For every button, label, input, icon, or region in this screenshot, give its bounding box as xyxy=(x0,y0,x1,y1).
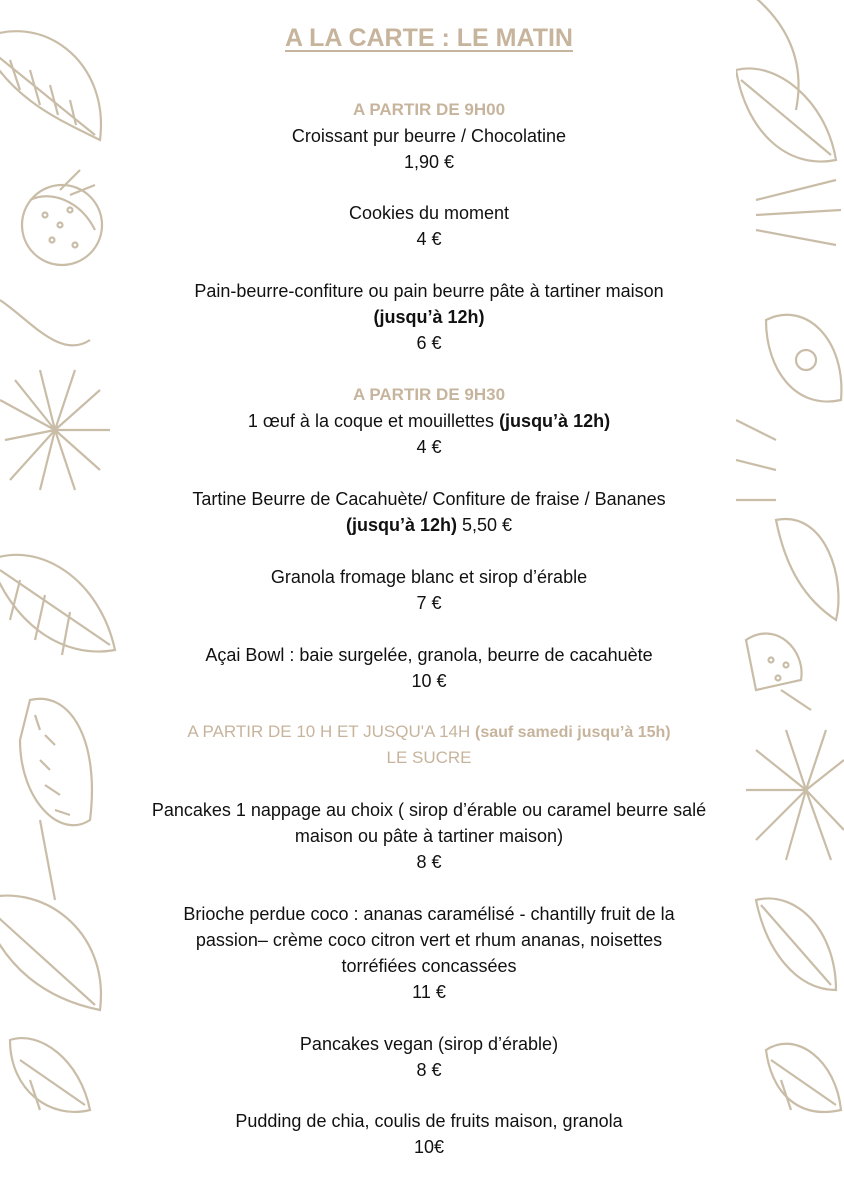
item-acai-price: 10 € xyxy=(411,671,447,691)
item-acai-name: Açai Bowl : baie surgelée, granola, beurre de cacahuète xyxy=(205,645,653,665)
section-heading-sucre: LE SUCRE xyxy=(386,748,472,767)
item-tartine-note: (jusqu’à 12h) xyxy=(345,515,457,535)
item-brioche-line2: passion– crème coco citron vert et rhum ananas, noisettes xyxy=(195,930,663,950)
item-pancakes-line2: maison ou pâte à tartiner maison) xyxy=(294,826,564,846)
item-tartine-price: 5,50 € xyxy=(456,515,513,535)
section-heading-9h30: A PARTIR DE 9H30 xyxy=(352,385,506,404)
item-vegan-price: 8 € xyxy=(416,1060,442,1080)
section-heading-10h xyxy=(122,719,736,746)
section-10h-label: A PARTIR DE 10 H ET JUSQU'A 14H xyxy=(187,722,475,741)
item-tartine-detail xyxy=(122,512,736,538)
item-brioche-line1: Brioche perdue coco : ananas caramélisé - chantilly fruit de la xyxy=(183,904,675,924)
item-pancakes-price: 8 € xyxy=(416,852,442,872)
item-brioche-price: 11 € xyxy=(412,982,446,1002)
item-chia-name: Pudding de chia, coulis de fruits maison, granola xyxy=(235,1111,623,1131)
item-pain-price: 6 € xyxy=(416,333,442,353)
item-oeuf-price: 4 € xyxy=(416,437,442,457)
item-granola-price: 7 € xyxy=(416,593,442,613)
item-oeuf xyxy=(122,408,736,434)
item-cookies-name: Cookies du moment xyxy=(348,203,510,223)
menu-page xyxy=(122,0,736,1192)
tropical-leaves-icon xyxy=(736,0,844,1192)
item-oeuf-note: (jusqu’à 12h) xyxy=(499,411,611,431)
item-croissant-price: 1,90 € xyxy=(403,152,455,172)
item-pancakes-line1: Pancakes 1 nappage au choix ( sirop d’érable ou caramel beurre salé xyxy=(151,800,707,820)
item-pain-note: (jusqu’à 12h) xyxy=(373,307,485,327)
item-granola-name: Granola fromage blanc et sirop d’érable xyxy=(270,567,588,587)
decorative-leaf-pattern-left xyxy=(0,0,122,1192)
item-vegan-name: Pancakes vegan (sirop d’érable) xyxy=(299,1034,559,1054)
item-oeuf-name: 1 œuf à la coque et mouillettes xyxy=(247,411,500,431)
tropical-leaves-icon xyxy=(0,0,122,1192)
section-heading-9h00: A PARTIR DE 9H00 xyxy=(352,100,506,119)
section-10h-note: (sauf samedi jusqu’à 15h) xyxy=(475,724,671,741)
item-croissant-name: Croissant pur beurre / Chocolatine xyxy=(291,126,567,146)
item-pain-name: Pain-beurre-confiture ou pain beurre pâte à tartiner maison xyxy=(194,281,664,301)
item-tartine-name: Tartine Beurre de Cacahuète/ Confiture de fraise / Bananes xyxy=(192,489,666,509)
item-chia-price: 10€ xyxy=(413,1137,445,1157)
item-brioche-line3: torréfiées concassées xyxy=(341,956,517,976)
decorative-leaf-pattern-right xyxy=(736,0,844,1192)
item-cookies-price: 4 € xyxy=(416,229,442,249)
menu-title: A LA CARTE : LE MATIN xyxy=(285,24,573,52)
